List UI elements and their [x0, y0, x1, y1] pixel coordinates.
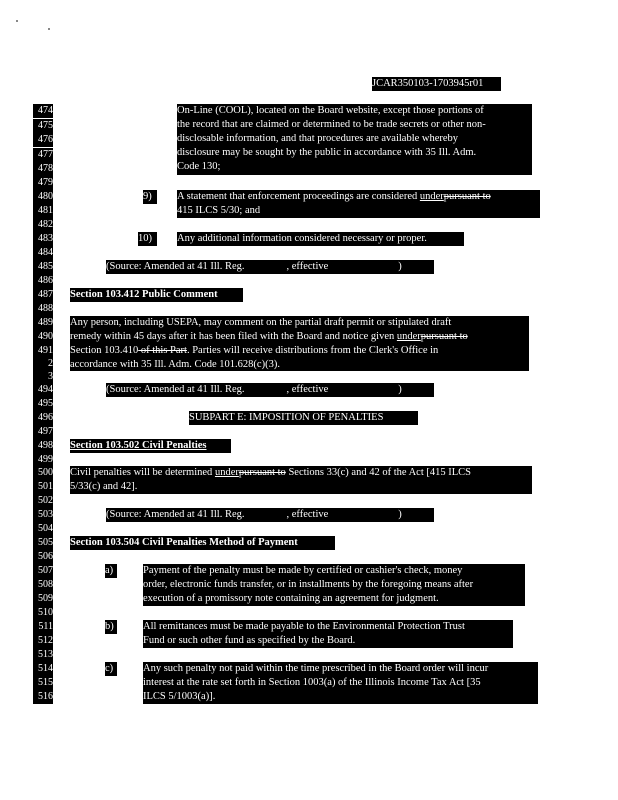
text-line: Code 130;: [177, 161, 221, 172]
item-10-text: Any additional information considered necessary or proper.: [177, 232, 464, 246]
source-note: [106, 508, 434, 522]
text-line: [70, 466, 532, 480]
line-number: 483: [33, 232, 53, 246]
line-number: 481: [33, 204, 53, 218]
text-run: Sections 33(c) and 42 of the Act [415 ILCS: [285, 467, 471, 478]
source-text: ): [398, 384, 402, 395]
text-line: disclosable information, and that procedures are available whereby: [177, 133, 459, 144]
line-number: 489: [33, 316, 53, 330]
source-note: [106, 383, 434, 397]
deleted-text: pursuant to: [420, 331, 468, 342]
text-line: the record that are claimed or determined to be trade secrets or other non-: [177, 119, 486, 130]
line-number: 488: [33, 302, 53, 316]
line-number: 504: [33, 522, 53, 536]
line-number: 514: [33, 662, 53, 676]
civil-penalties-paragraph: [70, 466, 532, 494]
scan-speck: [16, 20, 18, 22]
line-number: 476: [33, 133, 53, 147]
text-run: Civil penalties will be determined: [70, 467, 215, 478]
text-line: order, electronic funds transfer, or in installments by the foregoing means after: [143, 579, 474, 590]
line-number: 497: [33, 425, 53, 439]
text-line: Any such penalty not paid within the time prescribed in the Board order will incur: [143, 663, 489, 674]
deleted-text: of this Part: [138, 345, 187, 356]
line-number: 3: [33, 370, 53, 384]
line-number: 516: [33, 690, 53, 704]
line-number: 2: [33, 357, 53, 371]
line-number: 490: [33, 330, 53, 344]
line-number: 510: [33, 606, 53, 620]
item-letter: b): [105, 620, 117, 634]
source-text: ): [398, 261, 402, 272]
line-number: 506: [33, 550, 53, 564]
cool-paragraph: [177, 104, 532, 175]
line-number: 491: [33, 344, 53, 358]
text-line: execution of a promissory note containing an agreement for judgment.: [143, 593, 439, 604]
line-number: 498: [33, 439, 53, 453]
line-number: 496: [33, 411, 53, 425]
line-number: 515: [33, 676, 53, 690]
text-line: Payment of the penalty must be made by certified or cashier's check, money: [143, 565, 463, 576]
text-run: remedy within 45 days after it has been filed with the Board and notice given: [70, 331, 397, 342]
line-number: 499: [33, 453, 53, 467]
line-number: 508: [33, 578, 53, 592]
line-number: 502: [33, 494, 53, 508]
line-number: 503: [33, 508, 53, 522]
line-number: 494: [33, 383, 53, 397]
text-line: ILCS 5/1003(a)].: [143, 691, 216, 702]
source-text: (Source: Amended at 41 Ill. Reg.: [106, 261, 245, 272]
text-line: interest at the rate set forth in Section 1003(a) of the Illinois Income Tax Act [35: [143, 677, 481, 688]
document-header: JCAR350103-1703945r01: [372, 77, 501, 91]
interest-paragraph: [143, 662, 538, 704]
item-9-text: [177, 190, 540, 218]
source-text: (Source: Amended at 41 Ill. Reg.: [106, 509, 245, 520]
line-number: 501: [33, 480, 53, 494]
source-text: , effective: [286, 509, 329, 520]
text-line: disclosure may be sought by the public in accordance with 35 Ill. Adm.: [177, 147, 477, 158]
source-note: [106, 260, 434, 274]
payment-paragraph: [143, 564, 525, 606]
section-heading: Section 103.504 Civil Penalties Method of Payment: [70, 536, 335, 550]
subpart-heading: SUBPART E: IMPOSITION OF PENALTIES: [189, 411, 418, 425]
text-line: 415 ILCS 5/30; and: [177, 205, 261, 216]
inserted-text: under: [419, 191, 444, 202]
line-number: 477: [33, 148, 53, 162]
line-number: 500: [33, 466, 53, 480]
text-run: . Parties will receive distributions from the Clerk's Office in: [186, 345, 439, 356]
line-number: 509: [33, 592, 53, 606]
line-number: 486: [33, 274, 53, 288]
remittance-paragraph: [143, 620, 513, 648]
line-number: 474: [33, 104, 53, 118]
text-line: On-Line (COOL), located on the Board website, except those portions of: [177, 105, 484, 116]
line-number: 478: [33, 162, 53, 176]
line-number: 475: [33, 119, 53, 133]
public-comment-paragraph: [70, 316, 529, 371]
text-line: accordance with 35 Ill. Adm. Code 101.628(c)(3).: [70, 359, 280, 370]
deleted-text: pursuant to: [443, 191, 491, 202]
text-run: A statement that enforcement proceedings are considered: [177, 191, 420, 202]
section-heading: Section 103.502 Civil Penalties: [70, 439, 231, 453]
item-number: 10): [138, 232, 157, 246]
source-text: ): [398, 509, 402, 520]
line-number: 485: [33, 260, 53, 274]
line-number: 487: [33, 288, 53, 302]
line-number: 507: [33, 564, 53, 578]
text-line: 5/33(c) and 42].: [70, 481, 138, 492]
section-heading: Section 103.412 Public Comment: [70, 288, 243, 302]
item-number: 9): [143, 190, 157, 204]
item-letter: a): [105, 564, 117, 578]
text-line: [70, 330, 529, 344]
source-text: (Source: Amended at 41 Ill. Reg.: [106, 384, 245, 395]
line-number: 495: [33, 397, 53, 411]
line-number: 482: [33, 218, 53, 232]
line-number: 484: [33, 246, 53, 260]
item-letter: c): [105, 662, 117, 676]
deleted-text: pursuant to: [238, 467, 286, 478]
text-run: Section 103.410: [70, 345, 139, 356]
line-number: 512: [33, 634, 53, 648]
inserted-text: under: [396, 331, 421, 342]
line-number: 511: [33, 620, 53, 634]
scan-speck: [48, 28, 50, 30]
line-number: 479: [33, 176, 53, 190]
text-line: [70, 344, 529, 358]
text-line: All remittances must be made payable to the Environmental Protection Trust: [143, 621, 465, 632]
inserted-text: under: [214, 467, 239, 478]
text-line: Any person, including USEPA, may comment on the partial draft permit or stipulated draft: [70, 317, 452, 328]
source-text: , effective: [286, 261, 329, 272]
text-line: [177, 190, 540, 204]
line-number: 505: [33, 536, 53, 550]
line-number: 513: [33, 648, 53, 662]
line-number: 480: [33, 190, 53, 204]
text-line: Fund or such other fund as specified by the Board.: [143, 635, 356, 646]
source-text: , effective: [286, 384, 329, 395]
